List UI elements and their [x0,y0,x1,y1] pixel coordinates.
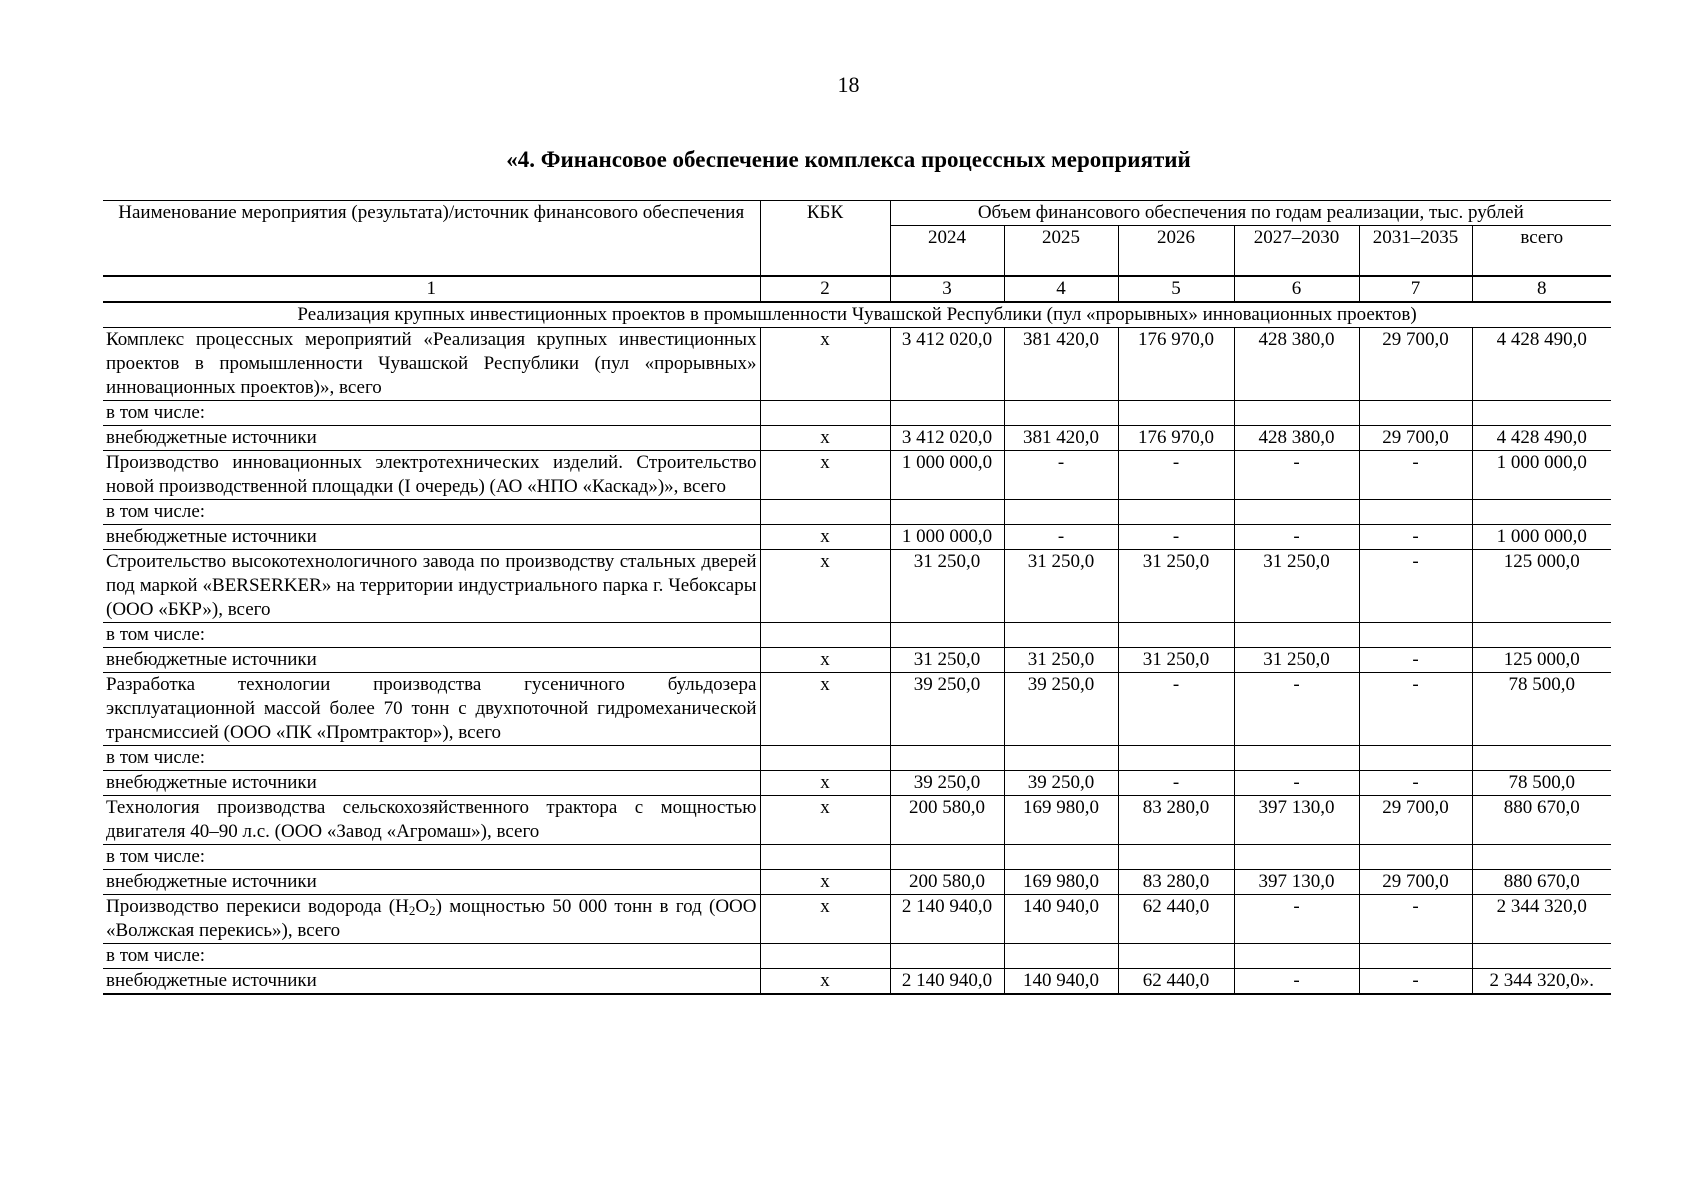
value-cell: - [1359,894,1472,943]
page-number: 18 [837,72,860,97]
kbk-cell: х [760,524,890,549]
column-number: 5 [1118,276,1234,302]
kbk-cell: х [760,770,890,795]
total-cell: 2 344 320,0». [1472,968,1611,994]
value-cell: - [1359,968,1472,994]
total-cell: 2 344 320,0 [1472,894,1611,943]
source-label: внебюджетные источники [103,968,760,994]
in-that-number-label: в том числе: [103,499,760,524]
column-number: 1 [103,276,760,302]
value-cell: 39 250,0 [1004,770,1118,795]
value-cell: - [1118,450,1234,499]
kbk-cell: х [760,647,890,672]
activity-name [103,894,760,943]
kbk-cell: х [760,795,890,844]
value-cell: 39 250,0 [1004,672,1118,745]
value-cell: 397 130,0 [1234,795,1359,844]
source-label: внебюджетные источники [103,869,760,894]
column-number: 2 [760,276,890,302]
value-cell: 3 412 020,0 [890,327,1004,400]
section-title: Реализация крупных инвестиционных проектов в промышленности Чувашской Республики (пул «прорывных» инновационных проектов) [103,302,1611,328]
value-cell: - [1359,672,1472,745]
kbk-cell: х [760,549,890,622]
kbk-cell: х [760,869,890,894]
value-cell: 39 250,0 [890,770,1004,795]
value-cell: 169 980,0 [1004,869,1118,894]
value-cell: 31 250,0 [1234,647,1359,672]
subscript: 2 [408,902,416,918]
source-label: внебюджетные источники [103,770,760,795]
value-cell: 83 280,0 [1118,795,1234,844]
in-that-number-label: в том числе: [103,400,760,425]
value-cell: 62 440,0 [1118,968,1234,994]
value-cell: 3 412 020,0 [890,425,1004,450]
value-cell: 169 980,0 [1004,795,1118,844]
header-year: 2024 [890,226,1004,276]
activity-name: Строительство высокотехнологичного завода по производству стальных дверей под маркой «BERSERKER» на территории индустриального парка г. Чебоксары (ООО «БКР»), всего [103,549,760,622]
header-year: 2027–2030 [1234,226,1359,276]
value-cell: - [1118,770,1234,795]
header-total: всего [1472,226,1611,276]
value-cell: 29 700,0 [1359,869,1472,894]
column-number: 8 [1472,276,1611,302]
in-that-number-label: в том числе: [103,943,760,968]
kbk-cell: х [760,894,890,943]
value-cell: 140 940,0 [1004,968,1118,994]
value-cell: - [1234,672,1359,745]
header-year: 2026 [1118,226,1234,276]
column-number: 4 [1004,276,1118,302]
value-cell: - [1359,770,1472,795]
total-cell: 1 000 000,0 [1472,450,1611,499]
value-cell: 29 700,0 [1359,425,1472,450]
value-cell: - [1359,549,1472,622]
value-cell: 200 580,0 [890,795,1004,844]
source-label: внебюджетные источники [103,647,760,672]
header-year: 2025 [1004,226,1118,276]
in-that-number-label: в том числе: [103,745,760,770]
value-cell: 39 250,0 [890,672,1004,745]
activity-name: Технология производства сельскохозяйственного трактора с мощностью двигателя 40–90 л.с. (ООО «Завод «Агромаш»), всего [103,795,760,844]
column-number: 3 [890,276,1004,302]
total-cell: 78 500,0 [1472,672,1611,745]
activity-name: Разработка технологии производства гусеничного бульдозера эксплуатационной массой более 70 тонн с двухпоточной гидромеханической трансмиссией (ООО «ПК «Промтрактор»), всего [103,672,760,745]
value-cell: 2 140 940,0 [890,968,1004,994]
total-cell: 4 428 490,0 [1472,327,1611,400]
value-cell: - [1234,894,1359,943]
value-cell: - [1359,647,1472,672]
value-cell: 31 250,0 [1118,647,1234,672]
activity-name: Производство инновационных электротехнических изделий. Строительство новой производственной площадки (I очередь) (АО «НПО «Каскад»)», всего [103,450,760,499]
source-label: внебюджетные источники [103,425,760,450]
activity-name: Комплекс процессных мероприятий «Реализация крупных инвестиционных проектов в промышленности Чувашской Республики (пул «прорывных» инновационных проектов)», всего [103,327,760,400]
subscript: 2 [429,902,436,918]
value-cell: - [1234,524,1359,549]
value-cell: 31 250,0 [1234,549,1359,622]
value-cell: 2 140 940,0 [890,894,1004,943]
kbk-cell: х [760,968,890,994]
activity-name-part: O [415,895,430,917]
value-cell: - [1359,450,1472,499]
value-cell: - [1118,672,1234,745]
total-cell: 125 000,0 [1472,549,1611,622]
value-cell: 31 250,0 [1004,647,1118,672]
total-cell: 1 000 000,0 [1472,524,1611,549]
total-cell: 78 500,0 [1472,770,1611,795]
kbk-cell: х [760,327,890,400]
column-number: 7 [1359,276,1472,302]
in-that-number-label: в том числе: [103,844,760,869]
header-name: Наименование мероприятия (результата)/источник финансового обеспечения [103,201,760,276]
value-cell: 29 700,0 [1359,327,1472,400]
value-cell: 140 940,0 [1004,894,1118,943]
value-cell: 1 000 000,0 [890,450,1004,499]
kbk-cell: х [760,425,890,450]
kbk-cell: х [760,450,890,499]
header-kbk: КБК [760,201,890,276]
value-cell: 381 420,0 [1004,327,1118,400]
value-cell: 176 970,0 [1118,425,1234,450]
header-year: 2031–2035 [1359,226,1472,276]
activity-name-part: ) мощностью 50 000 тонн в год (ООО «Волжская перекись»), всего [106,895,757,941]
value-cell: 428 380,0 [1234,425,1359,450]
header-volume: Объем финансового обеспечения по годам реализации, тыс. рублей [890,201,1611,226]
value-cell: - [1004,450,1118,499]
value-cell: 1 000 000,0 [890,524,1004,549]
value-cell: 29 700,0 [1359,795,1472,844]
total-cell: 4 428 490,0 [1472,425,1611,450]
source-label: внебюджетные источники [103,524,760,549]
activity-name-part: Производство перекиси водорода (H [106,895,409,917]
value-cell: - [1234,968,1359,994]
value-cell: 31 250,0 [890,549,1004,622]
value-cell: 31 250,0 [1004,549,1118,622]
total-cell: 880 670,0 [1472,795,1611,844]
kbk-cell: х [760,672,890,745]
value-cell: 31 250,0 [890,647,1004,672]
financing-table [103,200,1611,995]
value-cell: - [1234,450,1359,499]
total-cell: 880 670,0 [1472,869,1611,894]
value-cell: 428 380,0 [1234,327,1359,400]
value-cell: - [1004,524,1118,549]
value-cell: 31 250,0 [1118,549,1234,622]
in-that-number-label: в том числе: [103,622,760,647]
column-number: 6 [1234,276,1359,302]
value-cell: - [1118,524,1234,549]
value-cell: - [1234,770,1359,795]
value-cell: 62 440,0 [1118,894,1234,943]
total-cell: 125 000,0 [1472,647,1611,672]
value-cell: 397 130,0 [1234,869,1359,894]
value-cell: 176 970,0 [1118,327,1234,400]
value-cell: 83 280,0 [1118,869,1234,894]
value-cell: 381 420,0 [1004,425,1118,450]
value-cell: 200 580,0 [890,869,1004,894]
value-cell: - [1359,524,1472,549]
document-title: «4. Финансовое обеспечение комплекса процессных мероприятий [506,147,1191,172]
